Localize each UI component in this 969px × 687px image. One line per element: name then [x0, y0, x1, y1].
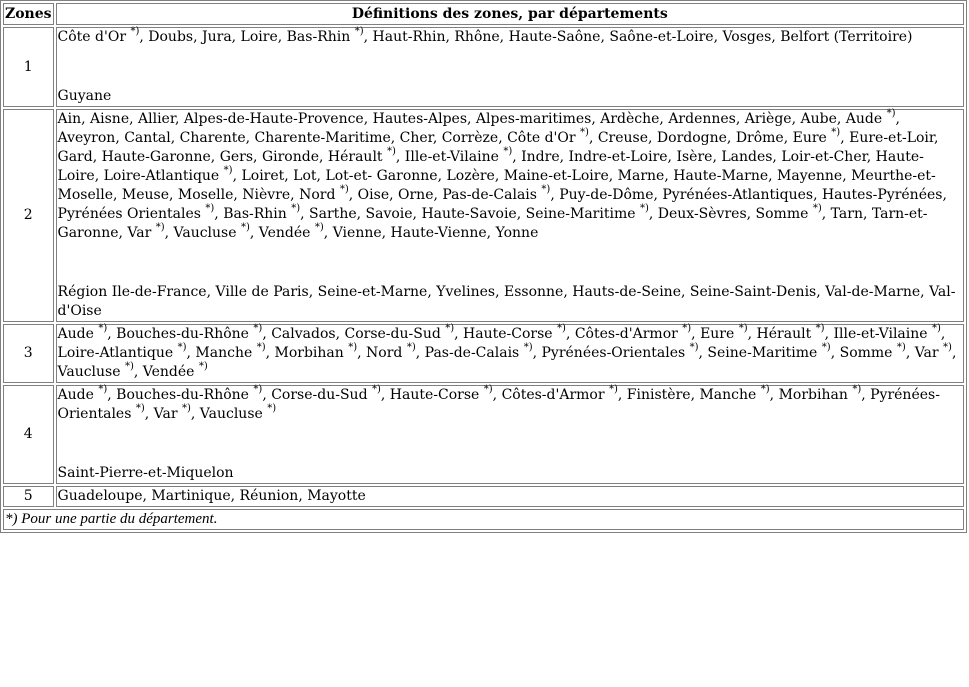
footnote-marker: *)	[406, 342, 416, 353]
zone-segment: , Oise, Orne, Pas-de-Calais	[348, 187, 542, 203]
table-row	[3, 486, 964, 507]
zone-definition	[56, 109, 964, 322]
footnote-marker: *)	[738, 323, 748, 334]
zone-segment: , Bouches-du-Rhône	[107, 387, 254, 403]
zone-segment: , Morbihan	[769, 387, 853, 403]
footnote-marker: *)	[445, 323, 455, 334]
zone-segment: , Haute-Corse	[380, 387, 484, 403]
zone-segment: , Côtes-d'Armor	[565, 326, 683, 342]
footnote-marker: *)	[689, 342, 699, 353]
footnote-marker: *)	[609, 384, 618, 395]
zone-segment: Aude	[57, 387, 99, 403]
zone-segment: , Calvados, Corse-du-Sud	[262, 326, 446, 342]
footnote-marker: *)	[503, 146, 513, 157]
footnote-marker: *)	[155, 222, 165, 233]
zone-segment: , Creuse, Dordogne, Drôme, Eure	[588, 130, 832, 146]
zone-segment: , Vaucluse	[57, 345, 957, 380]
header-definitions: Définitions des zones, par départements	[56, 3, 964, 25]
table-row	[3, 109, 964, 322]
footnote-marker: *)	[523, 342, 533, 353]
header-row	[3, 3, 964, 25]
footnote-row	[3, 509, 964, 530]
footnote-marker: *)	[886, 108, 896, 119]
zone-extra: Saint-Pierre-et-Miquelon	[57, 465, 234, 481]
footnote-marker: *)	[831, 127, 841, 138]
footnote-marker: *)	[348, 342, 358, 353]
footnote-marker: *)	[852, 384, 862, 395]
footnote-marker: *)	[557, 323, 566, 334]
footnote-marker: *)	[124, 361, 134, 372]
footnote-marker: *)	[267, 403, 277, 414]
zone-segment: , Vendée	[133, 364, 199, 380]
zone-segment: , Bas-Rhin	[214, 206, 292, 222]
footnote-marker: *)	[98, 384, 108, 395]
footnote-marker: *)	[639, 203, 649, 214]
footnote-marker: *)	[339, 184, 349, 195]
footnote-marker: *)	[682, 323, 692, 334]
zone-definition	[56, 324, 964, 383]
zone-segment: , Corse-du-Sud	[262, 387, 372, 403]
footnote-marker: *)	[896, 342, 906, 353]
zone-text: , Haut-Rhin, Rhône, Haute-Saône, Saône-et-Loire, Vosges, Belfort (Territoire)	[363, 29, 913, 45]
zone-segment: , Vienne, Haute-Vienne, Yonne	[323, 225, 539, 241]
zone-segment: , Hérault	[747, 326, 816, 342]
table-row	[3, 324, 964, 383]
zone-number: 2	[3, 109, 54, 322]
zone-segment: , Eure	[691, 326, 739, 342]
zone-number: 1	[3, 27, 54, 107]
zone-segment: , Morbihan	[265, 345, 349, 361]
footnote-marker: *)	[98, 323, 108, 334]
table-row	[3, 385, 964, 484]
zone-text	[57, 323, 957, 380]
footnote-marker: *)	[205, 203, 215, 214]
table-row	[3, 27, 964, 107]
zone-definition	[56, 385, 964, 484]
zone-segment: , Indre, Indre-et-Loire, Isère, Landes, Loir-et-Cher, Haute-Loire, Loire-Atlantique	[57, 149, 924, 184]
footnote-marker: *)	[291, 203, 301, 214]
footnote-marker: *)	[135, 403, 145, 414]
footnote-marker: *)	[198, 361, 208, 372]
zone-segment: , Finistère, Manche	[617, 387, 761, 403]
zone-number: 5	[3, 486, 54, 507]
zone-segment: , Somme	[830, 345, 897, 361]
footnote-marker: *)	[223, 165, 233, 176]
zone-extra: Région Ile-de-France, Ville de Paris, Seine-et-Marne, Yvelines, Essonne, Hauts-de-Seine, Seine-Saint-Denis, Val-de-Marne, Val-d'Oise	[57, 284, 956, 319]
zone-segment: , Vendée	[249, 225, 315, 241]
zone-segment: , Sarthe, Savoie, Haute-Savoie, Seine-Maritime	[300, 206, 640, 222]
footnote-marker: *)	[256, 342, 266, 353]
zone-segment: , Ille-et-Vilaine	[824, 326, 932, 342]
footnote-marker: *)	[130, 26, 140, 37]
footnote-marker: *)	[387, 146, 396, 157]
zone-segment: , Pyrénées-Orientales	[57, 387, 940, 422]
zone-segment: , Seine-Maritime	[698, 345, 822, 361]
footnote-marker: *)	[253, 323, 263, 334]
footnote-marker: *)	[932, 323, 941, 334]
footnote-marker: *)	[815, 323, 825, 334]
footnote-marker: *)	[541, 184, 551, 195]
footnote-marker: *)	[314, 222, 324, 233]
zone-segment: , Puy-de-Dôme, Pyrénées-Atlantiques, Hautes-Pyrénées, Pyrénées Orientales	[57, 187, 947, 222]
zone-extra: Guyane	[57, 88, 112, 104]
zone-text	[57, 384, 940, 422]
footnote-marker: *)	[580, 127, 589, 138]
footnote-marker: *)	[483, 384, 493, 395]
zone-text: Côte d'Or	[57, 29, 131, 45]
footnote-marker: *)	[760, 384, 770, 395]
zone-segment: , Bouches-du-Rhône	[107, 326, 254, 342]
zone-text: , Doubs, Jura, Loire, Bas-Rhin	[139, 29, 355, 45]
zone-segment: Ain, Aisne, Allier, Alpes-de-Haute-Provence, Hautes-Alpes, Alpes-maritimes, Ardèche, Ardennes, Ariège, Aube, Aude	[57, 111, 887, 127]
header-zones: Zones	[3, 3, 54, 25]
zone-segment: , Var	[905, 345, 944, 361]
zone-segment: , Loire-Atlantique	[57, 326, 946, 361]
zone-segment: , Côtes-d'Armor	[492, 387, 609, 403]
zone-segment: , Pyrénées-Orientales	[532, 345, 690, 361]
footnote-marker: *)	[253, 384, 263, 395]
zone-segment: , Nord	[357, 345, 407, 361]
zone-segment: , Loiret, Lot, Lot-et- Garonne, Lozère, Maine-et-Loire, Marne, Haute-Marne, Mayenne, Meurthe-et-Moselle, Meuse, Moselle, Nièvre, Nord	[57, 168, 936, 203]
zone-number: 3	[3, 324, 54, 383]
zone-segment: , Aveyron, Cantal, Charente, Charente-Maritime, Cher, Corrèze, Côte d'Or	[57, 111, 900, 146]
zone-segment: , Pas-de-Calais	[415, 345, 524, 361]
zone-segment: , Eure-et-Loir, Gard, Haute-Garonne, Gers, Gironde, Hérault	[57, 130, 939, 165]
zone-segment: , Vaucluse	[164, 225, 241, 241]
footnote-marker: *)	[943, 342, 952, 353]
zone-definition: Guadeloupe, Martinique, Réunion, Mayotte	[56, 486, 964, 507]
zone-segment: , Ille-et-Vilaine	[395, 149, 504, 165]
footnote-marker: *)	[821, 342, 831, 353]
zone-definition	[56, 27, 964, 107]
footnote-marker: *)	[181, 403, 191, 414]
footnote: *) Pour une partie du département.	[3, 509, 964, 530]
footnote-marker: *)	[371, 384, 381, 395]
zone-segment: , Manche	[186, 345, 257, 361]
footnote-marker: *)	[812, 203, 822, 214]
zone-segment: Aude	[57, 326, 99, 342]
footnote-marker: *)	[240, 222, 250, 233]
zone-segment: , Deux-Sèvres, Somme	[648, 206, 813, 222]
zone-number: 4	[3, 385, 54, 484]
zone-segment: , Vaucluse	[190, 406, 268, 422]
zone-segment: , Var	[144, 406, 182, 422]
zone-segment: , Haute-Corse	[454, 326, 558, 342]
footnote-marker: *)	[177, 342, 187, 353]
footnote-marker: *)	[354, 26, 364, 37]
zone-segment: , Tarn, Tarn-et-Garonne, Var	[57, 206, 928, 241]
zone-text	[57, 108, 947, 241]
